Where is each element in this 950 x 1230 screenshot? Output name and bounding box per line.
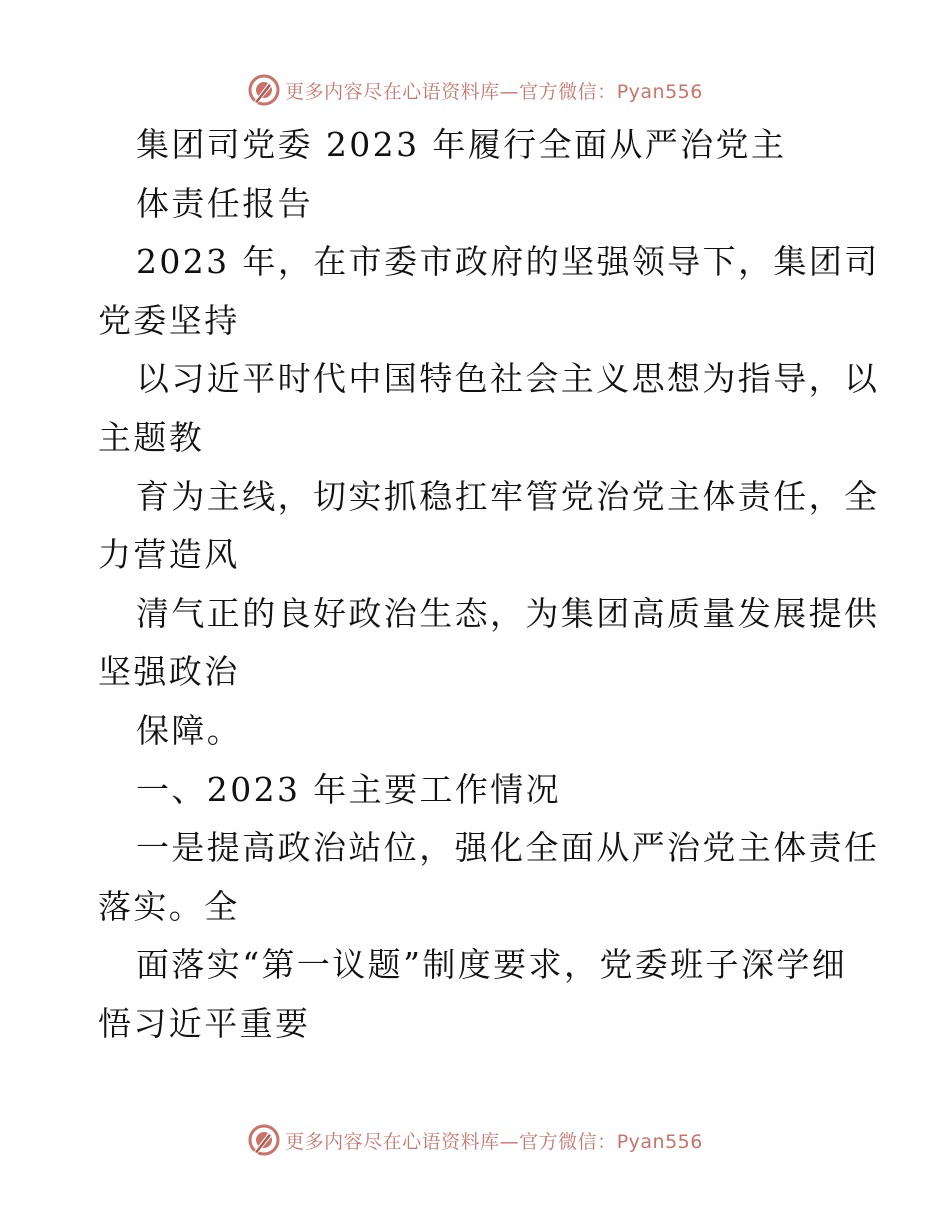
paragraph-line: 党委坚持	[98, 300, 240, 340]
paragraph-line: 落实。全	[98, 886, 240, 926]
paragraph-line: 悟习近平重要	[98, 1003, 311, 1043]
section-heading: 一、2023 年主要工作情况	[136, 769, 562, 809]
watermark-site-name: 更多内容尽在心语资料库	[285, 1130, 500, 1153]
quill-pen-logo-icon	[247, 1123, 281, 1157]
watermark-separator: —	[499, 1130, 520, 1153]
paragraph-line: 一是提高政治站位，强化全面从严治党主体责任	[136, 828, 880, 868]
quill-pen-logo-icon	[247, 73, 281, 107]
watermark-site-name: 更多内容尽在心语资料库	[285, 80, 500, 103]
watermark-official-label: 官方微信：	[519, 80, 617, 103]
header-watermark-banner	[0, 70, 950, 110]
watermark-text	[285, 1127, 703, 1154]
paragraph-line: 2023 年，在市委市政府的坚强领导下，集团司	[136, 242, 880, 282]
paragraph-line: 坚强政治	[98, 652, 240, 692]
document-body	[98, 116, 880, 1054]
watermark-wechat-id: Pyan556	[616, 80, 703, 103]
watermark-wechat-id: Pyan556	[616, 1130, 703, 1153]
paragraph-line: 以习近平时代中国特色社会主义思想为指导，以	[136, 359, 880, 399]
paragraph-line: 育为主线，切实抓稳扛牢管党治党主体责任，全	[136, 476, 880, 516]
watermark-text	[285, 77, 703, 104]
paragraph-line: 主题教	[98, 417, 205, 457]
paragraph-line: 力营造风	[98, 535, 240, 575]
footer-watermark-banner	[0, 1120, 950, 1160]
watermark-official-label: 官方微信：	[519, 1130, 617, 1153]
watermark-separator: —	[499, 80, 520, 103]
paragraph-line: 面落实“第一议题”制度要求，党委班子深学细	[136, 945, 848, 985]
document-title-line-2: 体责任报告	[136, 183, 313, 223]
paragraph-line: 保障。	[136, 710, 243, 750]
paragraph-line: 清气正的良好政治生态，为集团高质量发展提供	[136, 593, 880, 633]
document-title-line-1: 集团司党委 2023 年履行全面从严治党主	[136, 125, 787, 164]
